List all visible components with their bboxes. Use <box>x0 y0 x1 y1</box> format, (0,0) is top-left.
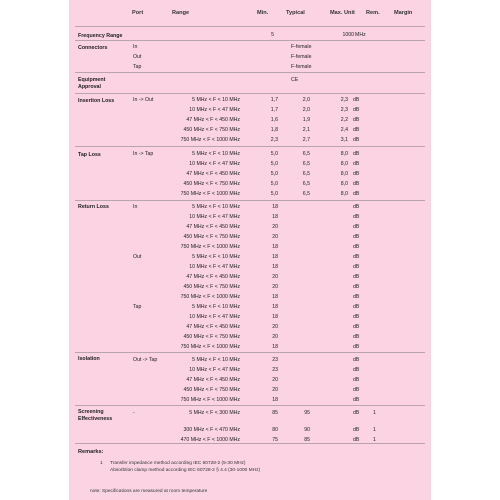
min-cell: 18 <box>272 244 278 250</box>
table-row <box>0 293 500 302</box>
table-row <box>0 283 500 292</box>
port-cell: Tap <box>133 304 142 310</box>
port-cell: Tap <box>133 64 142 70</box>
range-cell: 450 MHz < F < 750 MHz <box>183 127 240 133</box>
min-cell: 18 <box>272 254 278 260</box>
table-row <box>0 253 500 262</box>
range-cell: 5 MHz < F < 300 MHz <box>189 410 240 416</box>
range-cell: 450 MHz < F < 750 MHz <box>183 334 240 340</box>
max-cell: 2,3 <box>340 97 348 103</box>
max-cell: 8,0 <box>340 191 348 197</box>
port-cell: Out -> Tap <box>133 357 158 363</box>
header-port: Port <box>132 10 144 16</box>
min-cell: 5,0 <box>270 151 278 157</box>
section-insertion-loss: Insertion Loss <box>78 98 115 104</box>
range-cell: 300 MHz < F < 470 MHz <box>183 427 240 433</box>
min-cell: 20 <box>272 224 278 230</box>
port-cell: Out <box>133 54 142 60</box>
unit-cell: dB <box>353 127 360 133</box>
typical-cell: 6,5 <box>302 171 310 177</box>
typical-cell: CE <box>291 77 299 83</box>
range-cell: 750 MHz < F < 1000 MHz <box>180 344 240 350</box>
header-margin: Margin <box>394 10 413 16</box>
min-cell: 18 <box>272 304 278 310</box>
max-cell: 2,4 <box>340 127 348 133</box>
typical-cell: F-female <box>291 44 312 50</box>
table-row <box>0 96 500 105</box>
header-min: Min. <box>257 10 269 16</box>
range-cell: 450 MHz < F < 750 MHz <box>183 234 240 240</box>
min-cell: 20 <box>272 334 278 340</box>
typical-cell: 2,1 <box>302 127 310 133</box>
range-cell: 5 MHz < F < 10 MHz <box>192 254 240 260</box>
table-row <box>0 213 500 222</box>
range-cell: 47 MHz < F < 450 MHz <box>186 274 240 280</box>
table-row <box>0 53 500 62</box>
min-cell: 20 <box>272 324 278 330</box>
table-row <box>0 323 500 332</box>
divider <box>75 72 425 73</box>
unit-cell: dB <box>353 151 360 157</box>
table-row <box>0 386 500 395</box>
range-cell: 5 MHz < F < 10 MHz <box>192 151 240 157</box>
min-cell: 5,0 <box>270 191 278 197</box>
port-cell: In -> Tap <box>133 151 154 157</box>
range-cell: 10 MHz < F < 47 MHz <box>189 264 240 270</box>
range-cell: 5 MHz < F < 10 MHz <box>192 97 240 103</box>
max-cell: 8,0 <box>340 161 348 167</box>
min-cell: 1,6 <box>270 117 278 123</box>
divider <box>75 146 425 147</box>
range-cell: 47 MHz < F < 450 MHz <box>186 117 240 123</box>
min-cell: 1,7 <box>270 107 278 113</box>
max-cell: 1000 <box>342 32 354 38</box>
unit-cell: dB <box>353 410 360 416</box>
table-row <box>0 126 500 135</box>
header-rem: Rem. <box>366 10 380 16</box>
remark-cell: 1 <box>373 410 376 416</box>
min-cell: 18 <box>272 204 278 210</box>
unit-cell: dB <box>353 367 360 373</box>
remark-cell: 1 <box>373 427 376 433</box>
table-row <box>0 376 500 385</box>
min-cell: 18 <box>272 397 278 403</box>
typical-cell: 1,9 <box>302 117 310 123</box>
range-cell: 750 MHz < F < 1000 MHz <box>180 191 240 197</box>
unit-cell: dB <box>353 334 360 340</box>
section-return-loss: Return Loss <box>78 204 109 210</box>
note-text: note: Specifications are measured at room temperature <box>90 489 208 494</box>
unit-cell: dB <box>353 264 360 270</box>
min-cell: 5,0 <box>270 171 278 177</box>
typical-cell: 95 <box>304 410 310 416</box>
min-cell: 23 <box>272 367 278 373</box>
port-cell: In -> Out <box>133 97 154 103</box>
unit-cell: dB <box>353 171 360 177</box>
min-cell: 20 <box>272 377 278 383</box>
range-cell: 5 MHz < F < 10 MHz <box>192 357 240 363</box>
min-cell: 18 <box>272 314 278 320</box>
unit-cell: dB <box>353 284 360 290</box>
range-cell: 750 MHz < F < 1000 MHz <box>180 397 240 403</box>
header-range: Range <box>172 10 190 16</box>
unit-cell: dB <box>353 314 360 320</box>
unit-cell: dB <box>353 397 360 403</box>
unit-cell: dB <box>353 274 360 280</box>
table-row <box>0 63 500 72</box>
min-cell: 18 <box>272 344 278 350</box>
min-cell: 18 <box>272 294 278 300</box>
min-cell: 20 <box>272 234 278 240</box>
remark-line-1: Transfer impedance method according IEC 60728-2 (5-30 MHz) <box>110 461 246 466</box>
unit-cell: dB <box>353 377 360 383</box>
section-connectors: Connectors <box>78 45 108 51</box>
header-max-unit: Max. Unit <box>330 10 355 16</box>
min-cell: 80 <box>272 427 278 433</box>
unit-cell: dB <box>353 161 360 167</box>
divider <box>75 352 425 353</box>
remarks-title: Remarks: <box>78 449 104 455</box>
typical-cell: 2,7 <box>302 137 310 143</box>
table-row <box>0 136 500 145</box>
unit-cell: dB <box>353 357 360 363</box>
section-isolation: Isolation <box>78 356 100 362</box>
range-cell: 10 MHz < F < 47 MHz <box>189 161 240 167</box>
typical-cell: 90 <box>304 427 310 433</box>
section-equipment-approval: Equipment Approval <box>78 77 106 90</box>
range-cell: 450 MHz < F < 750 MHz <box>183 181 240 187</box>
min-cell: 20 <box>272 274 278 280</box>
range-cell: 450 MHz < F < 750 MHz <box>183 284 240 290</box>
max-cell: 8,0 <box>340 181 348 187</box>
table-row <box>0 313 500 322</box>
min-cell: 85 <box>272 410 278 416</box>
divider <box>75 40 425 41</box>
min-cell: 5 <box>271 32 274 38</box>
table-row <box>0 203 500 212</box>
range-cell: 5 MHz < F < 10 MHz <box>192 304 240 310</box>
divider <box>75 26 425 27</box>
typical-cell: 6,5 <box>302 191 310 197</box>
typical-cell: F-female <box>291 64 312 70</box>
min-cell: 2,3 <box>270 137 278 143</box>
unit-cell: MHz <box>355 32 366 38</box>
max-cell: 3,1 <box>340 137 348 143</box>
table-row <box>0 333 500 342</box>
unit-cell: dB <box>353 107 360 113</box>
range-cell: 10 MHz < F < 47 MHz <box>189 367 240 373</box>
section-screening-effectiveness: Screening Effectiveness <box>78 409 113 422</box>
divider <box>75 93 425 94</box>
range-cell: 470 MHz < F < 1000 MHz <box>180 437 240 443</box>
typical-cell: 2,0 <box>302 107 310 113</box>
unit-cell: dB <box>353 387 360 393</box>
range-cell: 5 MHz < F < 10 MHz <box>192 204 240 210</box>
min-cell: 1,8 <box>270 127 278 133</box>
range-cell: 10 MHz < F < 47 MHz <box>189 107 240 113</box>
table-row <box>0 356 500 365</box>
min-cell: 23 <box>272 357 278 363</box>
table-row <box>0 263 500 272</box>
max-cell: 2,3 <box>340 107 348 113</box>
unit-cell: dB <box>353 427 360 433</box>
table-row <box>0 366 500 375</box>
table-row <box>0 273 500 282</box>
max-cell: 2,2 <box>340 117 348 123</box>
min-cell: 1,7 <box>270 97 278 103</box>
range-cell: 750 MHz < F < 1000 MHz <box>180 244 240 250</box>
unit-cell: dB <box>353 254 360 260</box>
typical-cell: 2,0 <box>302 97 310 103</box>
unit-cell: dB <box>353 234 360 240</box>
min-cell: 5,0 <box>270 181 278 187</box>
table-row <box>0 426 500 435</box>
section-tap-loss: Tap Loss <box>78 152 101 158</box>
port-cell: Out <box>133 254 142 260</box>
min-cell: 18 <box>272 264 278 270</box>
remark-number: 1 <box>100 461 103 466</box>
table-row <box>0 303 500 312</box>
table-row <box>0 160 500 169</box>
unit-cell: dB <box>353 224 360 230</box>
range-cell: 750 MHz < F < 1000 MHz <box>180 137 240 143</box>
table-row <box>0 150 500 159</box>
unit-cell: dB <box>353 437 360 443</box>
divider <box>75 200 425 201</box>
typical-cell: 85 <box>304 437 310 443</box>
table-row <box>0 190 500 199</box>
unit-cell: dB <box>353 137 360 143</box>
port-cell: - <box>133 410 135 416</box>
min-cell: 18 <box>272 214 278 220</box>
unit-cell: dB <box>353 344 360 350</box>
max-cell: 8,0 <box>340 151 348 157</box>
header-typical: Typical <box>286 10 305 16</box>
table-row <box>0 243 500 252</box>
table-row <box>0 31 500 40</box>
table-row <box>0 170 500 179</box>
table-row <box>0 116 500 125</box>
unit-cell: dB <box>353 214 360 220</box>
max-cell: 8,0 <box>340 171 348 177</box>
min-cell: 20 <box>272 284 278 290</box>
range-cell: 10 MHz < F < 47 MHz <box>189 314 240 320</box>
min-cell: 5,0 <box>270 161 278 167</box>
range-cell: 47 MHz < F < 450 MHz <box>186 377 240 383</box>
range-cell: 47 MHz < F < 450 MHz <box>186 324 240 330</box>
unit-cell: dB <box>353 244 360 250</box>
unit-cell: dB <box>353 191 360 197</box>
port-cell: In <box>133 44 138 50</box>
table-row <box>0 106 500 115</box>
remark-line-2: Absorbtion clamp method according IEC 60728-2 § 4.4 (30-1000 MHz) <box>110 468 261 473</box>
port-cell: In <box>133 204 138 210</box>
range-cell: 750 MHz < F < 1000 MHz <box>180 294 240 300</box>
range-cell: 47 MHz < F < 450 MHz <box>186 224 240 230</box>
table-row <box>0 343 500 352</box>
table-row <box>0 396 500 405</box>
unit-cell: dB <box>353 117 360 123</box>
typical-cell: 6,5 <box>302 161 310 167</box>
unit-cell: dB <box>353 324 360 330</box>
typical-cell: F-female <box>291 54 312 60</box>
table-row <box>0 180 500 189</box>
unit-cell: dB <box>353 181 360 187</box>
unit-cell: dB <box>353 304 360 310</box>
table-row <box>0 43 500 52</box>
min-cell: 20 <box>272 387 278 393</box>
table-row <box>0 233 500 242</box>
remark-cell: 1 <box>373 437 376 443</box>
unit-cell: dB <box>353 97 360 103</box>
range-cell: 10 MHz < F < 47 MHz <box>189 214 240 220</box>
unit-cell: dB <box>353 204 360 210</box>
divider <box>75 405 425 406</box>
table-row <box>0 409 500 418</box>
min-cell: 75 <box>272 437 278 443</box>
table-row <box>0 76 500 85</box>
range-cell: 450 MHz < F < 750 MHz <box>183 387 240 393</box>
range-cell: 47 MHz < F < 450 MHz <box>186 171 240 177</box>
unit-cell: dB <box>353 294 360 300</box>
section-frequency-range: Frequency Range <box>78 33 123 39</box>
typical-cell: 6,5 <box>302 181 310 187</box>
table-row <box>0 436 500 445</box>
typical-cell: 6,5 <box>302 151 310 157</box>
table-row <box>0 223 500 232</box>
